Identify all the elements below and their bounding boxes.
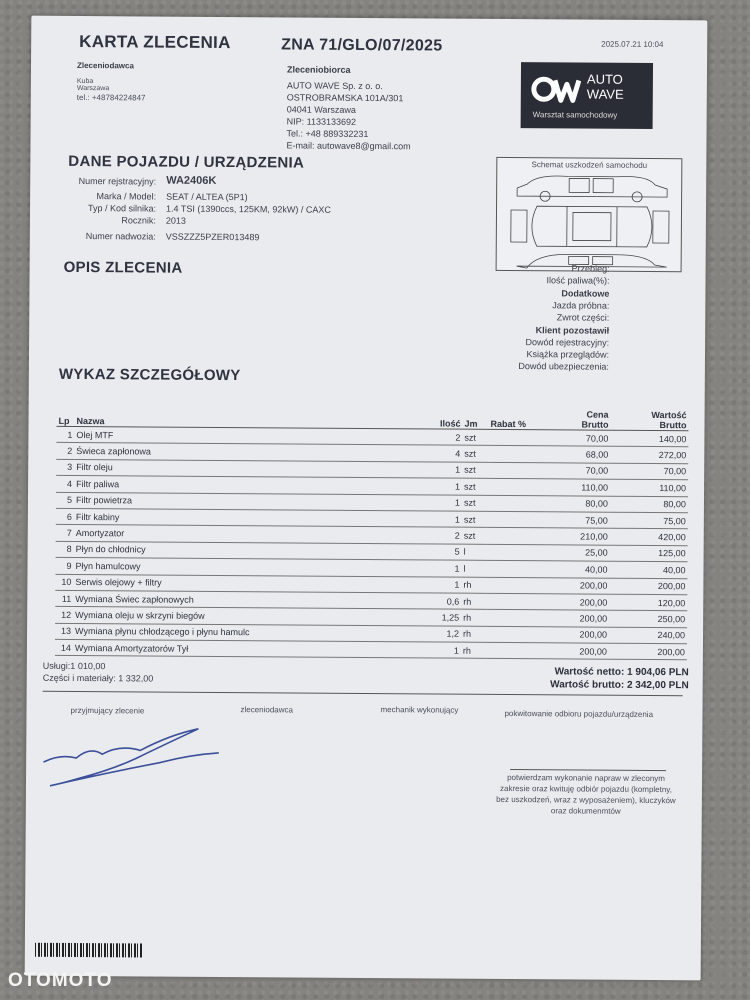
card-title: KARTA ZLECENIA <box>79 31 231 53</box>
row-value: 140,00 <box>610 430 688 447</box>
contractor-street: OSTROBRAMSKA 101A/301 <box>286 92 404 104</box>
logo-auto: AUTO <box>586 71 623 87</box>
row-price: 200,00 <box>545 610 609 627</box>
row-unit: szt <box>462 478 488 495</box>
row-discount <box>488 446 546 463</box>
row-price: 68,00 <box>546 446 610 463</box>
barcode <box>35 943 143 958</box>
row-price: 200,00 <box>545 577 609 594</box>
row-qty: 5 <box>418 544 462 561</box>
row-name: Wymiana Świec zapłonowych <box>73 590 417 609</box>
row-lp: 12 <box>55 607 73 624</box>
order-datetime: 2025.07.21 10:04 <box>601 39 664 50</box>
row-discount <box>487 642 545 659</box>
order-card <box>25 16 708 981</box>
row-value: 80,00 <box>610 496 688 513</box>
row-unit: l <box>461 560 487 577</box>
col-value <box>610 404 688 431</box>
row-discount <box>488 429 546 446</box>
row-discount <box>488 544 546 561</box>
parts-total: Części i materiały: 1 332,00 <box>42 672 154 684</box>
col-price <box>546 403 610 430</box>
vehicle-value-reg: WA2406K <box>166 174 217 187</box>
row-price: 40,00 <box>545 561 609 578</box>
row-name: Wymiana Amortyzatorów Tył <box>73 640 417 659</box>
cond-parts-return: Zwrot części: <box>556 312 610 323</box>
wave-logo-icon <box>531 72 581 106</box>
confirmation-line-4: oraz dokumenmtów <box>550 806 621 816</box>
vehicle-label-vin: Numer nadwozia: <box>85 231 156 242</box>
row-name: Filtr paliwa <box>74 476 418 495</box>
confirmation-text <box>496 772 676 817</box>
cond-fuel: Ilość paliwa(%): <box>546 275 610 286</box>
col-lp: Lp <box>56 400 74 427</box>
row-unit: rh <box>461 642 487 659</box>
row-lp: 2 <box>56 443 74 460</box>
row-discount <box>487 560 545 577</box>
vehicle-label-make: Marka / Model: <box>96 191 157 202</box>
row-name: Filtr powietrza <box>74 492 418 511</box>
cond-left-heading: Klient pozostawił <box>535 325 610 336</box>
items-table <box>55 400 689 661</box>
row-value: 272,00 <box>610 447 688 464</box>
vehicle-section-title: DANE POJAZDU / URZĄDZENIA <box>68 152 305 172</box>
contractor-label: Zleceniobiorca <box>286 64 351 75</box>
details-section-title: WYKAZ SZCZEGÓŁOWY <box>58 365 241 385</box>
row-price: 200,00 <box>545 643 609 660</box>
client-city: Warszawa <box>76 84 110 93</box>
row-qty: 1 <box>417 576 461 593</box>
vehicle-value-engine: 1.4 TSI (1390ccs, 125KM, 92kW) / CAXC <box>165 203 331 215</box>
row-unit: szt <box>462 462 488 479</box>
logo-subtitle: Warsztat samochodowy <box>532 110 618 120</box>
cond-insurance: Dowód ubezpieczenia: <box>518 361 609 372</box>
row-discount <box>487 577 545 594</box>
row-name: Amortyzator <box>74 525 418 544</box>
confirmation-line-3: bez uszkodzeń, wraz z wyposażeniem), kluczyków <box>496 794 676 806</box>
contractor-phone: Tel.: +48 889332231 <box>286 128 369 140</box>
confirmation-line <box>510 769 666 771</box>
net-total: Wartość netto: 1 904,06 PLN <box>554 666 689 679</box>
row-value: 120,00 <box>609 594 687 611</box>
handwritten-signature-icon <box>40 724 230 795</box>
row-name: Wymiana płynu chłodzącego i płynu hamulc <box>73 623 417 642</box>
sig-mechanic-label: mechanik wykonujący <box>380 705 459 715</box>
row-qty: 1 <box>417 642 461 659</box>
client-phone: tel.: +48784224847 <box>76 92 146 103</box>
confirmation-line-1: potwierdzam wykonanie napraw w zleconym <box>507 772 666 784</box>
col-qty: Ilość <box>418 402 462 429</box>
cond-service-book: Książka przeglądów: <box>526 349 610 360</box>
row-qty: 1,25 <box>417 609 461 626</box>
vehicle-condition-list <box>459 263 610 376</box>
row-name: Filtr oleju <box>74 459 418 478</box>
row-qty: 1 <box>418 478 462 495</box>
vehicle-value-year: 2013 <box>165 215 186 226</box>
vehicle-label-reg: Numer rejstracyjny: <box>78 175 157 187</box>
row-price: 200,00 <box>545 626 609 643</box>
row-qty: 1 <box>418 494 462 511</box>
row-value: 110,00 <box>610 479 688 496</box>
row-lp: 3 <box>56 459 74 476</box>
row-lp: 4 <box>56 476 74 493</box>
row-qty: 1 <box>418 511 462 528</box>
row-unit: szt <box>462 429 488 446</box>
cond-extra-heading: Dodatkowe <box>561 288 610 299</box>
sig-client-label: zleceniodawca <box>240 705 294 715</box>
row-discount <box>488 462 546 479</box>
row-discount <box>488 479 546 496</box>
vehicle-value-vin: VSSZZZ5PZER013489 <box>165 231 260 243</box>
company-logo <box>521 62 653 129</box>
client-name: Kuba <box>76 77 94 86</box>
col-value-line1: Wartość <box>651 409 687 421</box>
diagram-title: Schemat uszkodzeń samochodu <box>531 160 648 170</box>
row-unit: rh <box>461 626 487 643</box>
cond-mileage: Przebieg: <box>571 263 610 274</box>
row-qty: 2 <box>418 429 462 446</box>
row-price: 75,00 <box>546 512 610 529</box>
row-value: 125,00 <box>610 545 688 562</box>
row-discount <box>487 593 545 610</box>
row-lp: 11 <box>55 590 73 607</box>
contractor-nip: NIP: 1133133692 <box>286 116 357 127</box>
row-unit: rh <box>461 609 487 626</box>
row-value: 75,00 <box>610 512 688 529</box>
row-qty: 2 <box>418 527 462 544</box>
logo-wave: WAVE <box>586 86 624 102</box>
row-unit: l <box>462 544 488 561</box>
row-price: 200,00 <box>545 594 609 611</box>
signature-divider <box>43 691 683 696</box>
col-discount: Rabat % <box>488 403 546 430</box>
row-lp: 10 <box>55 574 73 591</box>
row-discount <box>487 626 545 643</box>
vehicle-value-make: SEAT / ALTEA (5P1) <box>166 191 248 203</box>
row-unit: rh <box>461 577 487 594</box>
row-lp: 9 <box>55 557 73 574</box>
row-value: 70,00 <box>610 463 688 480</box>
row-unit: szt <box>462 528 488 545</box>
row-value: 250,00 <box>609 610 687 627</box>
row-qty: 4 <box>418 445 462 462</box>
col-unit: Jm <box>462 403 488 430</box>
contractor-name: AUTO WAVE Sp. z o. o. <box>286 80 383 92</box>
row-discount <box>487 610 545 627</box>
services-total: Usługi:1 010,00 <box>42 660 106 672</box>
row-unit: szt <box>462 511 488 528</box>
sig-pickup-label: pokwitowanie odbioru pojazdu/urządzenia <box>504 708 654 720</box>
row-value: 240,00 <box>609 627 687 644</box>
row-lp: 5 <box>56 492 74 509</box>
row-discount <box>488 528 546 545</box>
row-price: 80,00 <box>546 495 610 512</box>
contractor-email: E-mail: autowave8@gmail.com <box>286 140 411 152</box>
row-price: 70,00 <box>546 430 610 447</box>
row-unit: szt <box>462 446 488 463</box>
row-lp: 1 <box>56 426 74 443</box>
row-value: 40,00 <box>609 561 687 578</box>
row-lp: 8 <box>56 541 74 558</box>
row-name: Wymiana oleju w skrzyni biegów <box>73 607 417 626</box>
vehicle-label-year: Rocznik: <box>121 215 156 226</box>
row-name: Płyn do chłodnicy <box>74 541 418 560</box>
contractor-city: 04041 Warszawa <box>286 104 356 115</box>
row-qty: 1,2 <box>417 626 461 643</box>
col-name: Nazwa <box>74 400 418 429</box>
description-section-title: OPIS ZLECENIA <box>63 258 183 277</box>
row-name: Serwis olejowy + filtry <box>73 574 417 593</box>
row-qty: 0,6 <box>417 593 461 610</box>
row-price: 110,00 <box>546 479 610 496</box>
row-lp: 14 <box>55 639 73 656</box>
damage-diagram <box>496 157 683 272</box>
row-lp: 6 <box>56 508 74 525</box>
table-row <box>55 639 687 660</box>
row-value: 420,00 <box>610 529 688 546</box>
gross-total: Wartość brutto: 2 342,00 PLN <box>550 679 689 692</box>
row-value: 200,00 <box>609 578 687 595</box>
row-lp: 7 <box>56 525 74 542</box>
row-name: Świeca zapłonowa <box>74 443 418 462</box>
row-discount <box>488 495 546 512</box>
col-price-line1: Cena <box>586 409 609 420</box>
cond-registration: Dowód rejestracyjny: <box>525 337 610 348</box>
client-label: Zleceniodawca <box>76 60 134 71</box>
order-number: ZNA 71/GLO/07/2025 <box>281 36 443 55</box>
row-value: 200,00 <box>609 643 687 660</box>
row-qty: 1 <box>418 462 462 479</box>
row-unit: szt <box>462 495 488 512</box>
col-value-line2: Brutto <box>659 420 687 431</box>
confirmation-line-2: zakresie oraz kwituję odbiór pojazdu (kompletny, <box>499 783 672 795</box>
row-name: Filtr kabiny <box>74 508 418 527</box>
row-price: 70,00 <box>546 463 610 480</box>
row-price: 25,00 <box>546 544 610 561</box>
cond-test-drive: Jazda próbna: <box>552 300 610 311</box>
sig-receiver-label: przyjmujący zlecenie <box>70 705 145 716</box>
row-price: 210,00 <box>546 528 610 545</box>
row-unit: rh <box>461 593 487 610</box>
vehicle-label-engine: Typ / Kod silnika: <box>87 203 157 214</box>
otomoto-watermark: OTOMOTO <box>8 970 113 991</box>
row-name: Płyn hamulcowy <box>73 558 417 577</box>
row-discount <box>488 511 546 528</box>
car-outline-icon <box>497 170 682 274</box>
row-lp: 13 <box>55 623 73 640</box>
row-qty: 1 <box>417 560 461 577</box>
row-name: Olej MTF <box>74 426 418 445</box>
col-price-line2: Brutto <box>581 419 609 430</box>
